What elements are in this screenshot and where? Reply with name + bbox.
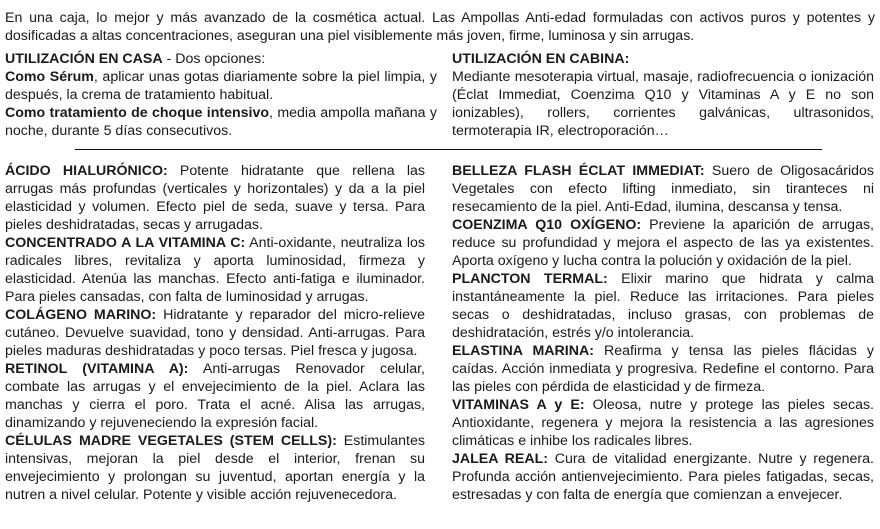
cabin-use-title: UTILIZACIÓN EN CABINA: — [452, 51, 630, 67]
active-item-text: Oleosa, nutre y protege las pieles secas. Antioxidante, regenera y mejora la resistencia a las agresiones climáticas e inhibe los radicales libres. — [452, 397, 874, 449]
active-item-elastina-marina — [452, 342, 874, 396]
active-item-text: Hidratante y reparador del micro-relieve cutáneo. Devuelve suavidad, tono y densidad. Anti-arrugas. Para pieles maduras deshidratadas y poco tersas. Piel fresca y jugosa. — [5, 307, 425, 359]
active-item-name: COENZIMA Q10 OXÍGENO: — [452, 217, 642, 233]
active-item-acido-hialuronico — [5, 162, 425, 234]
active-item-name: JALEA REAL: — [452, 451, 549, 467]
active-item-name: ELASTINA MARINA: — [452, 343, 594, 359]
active-item-jalea-real — [452, 450, 874, 504]
home-use-section — [5, 50, 437, 140]
active-item-name: ÁCIDO HIALURÓNICO: — [5, 163, 168, 179]
active-item-text: Elixir marino que hidrata y calma instantáneamente la piel. Reduce las irritaciones. Para pieles secas o deshidratadas, incluso grasas, con problemas de deshidratación, estrés y/o intolerancia. — [452, 271, 874, 341]
active-item-name: VITAMINAS A y E: — [452, 397, 585, 413]
cabin-use-section — [452, 50, 874, 140]
cabin-use-text: Mediante mesoterapia virtual, masaje, radiofrecuencia o ionización (Éclat Immediat, Coenzima Q10 y Vitaminas A y E no son ionizables), rollers, corrientes galvánicas, ultrasonidos, termoterapia IR, electroporación… — [452, 69, 874, 139]
home-use-title — [5, 50, 437, 68]
active-item-text: Potente hidratante que rellena las arrugas más profundas (verticales y horizontales) y da a la piel elasticidad y volumen. Efecto piel de seda, suave y tersa. Para pieles deshidratadas, secas y arrugadas. — [5, 163, 425, 233]
serum-label: Como Sérum — [5, 69, 94, 85]
active-item-name: BELLEZA FLASH ÉCLAT IMMEDIAT: — [452, 163, 705, 179]
active-item-plancton-termal — [452, 270, 874, 342]
home-use-title-rest: - Dos opciones: — [162, 51, 266, 67]
active-item-text: Anti-arrugas Renovador celular, combate las arrugas y el envejecimiento de la piel. Aclara las manchas y cierra el poro. Trata el acné. Alisa las arrugas, dinamizando y rejuveneciendo la expresión facial. — [5, 361, 425, 431]
active-item-vitaminas-a-e — [452, 396, 874, 450]
active-item-text: Reafirma y tensa las pieles flácidas y caídas. Acción inmediata y progresiva. Redefine el contorno. Para las pieles con pérdida de elasticidad y de firmeza. — [452, 343, 874, 395]
active-item-text: Estimulantes intensivas, mejoran la piel desde el interior, frenan su envejecimiento y prolongan su juventud, aportan energía y la nutren a nivel celular. Potente y visible acción rejuvenecedora. — [5, 433, 425, 503]
right-actives-column — [452, 162, 874, 504]
active-item-name: PLANCTON TERMAL: — [452, 271, 608, 287]
home-use-title-text: UTILIZACIÓN EN CASA — [5, 51, 163, 67]
active-item-name: CÉLULAS MADRE VEGETALES (STEM CELLS): — [5, 433, 337, 449]
active-item-text: Suero de Oligosacáridos Vegetales con efecto lifting inmediato, sin tiranteces ni resecamiento de la piel. Anti-Edad, ilumina, descansa y tensa. — [452, 163, 874, 215]
active-item-name: CONCENTRADO A LA VITAMINA C: — [5, 235, 246, 251]
active-item-name: RETINOL (VITAMINA A): — [5, 361, 189, 377]
active-item-vitamina-c — [5, 234, 425, 306]
active-item-coenzima-q10 — [452, 216, 874, 270]
active-item-colageno-marino — [5, 306, 425, 360]
shock-instructions — [5, 104, 437, 140]
shock-label: Como tratamiento de choque intensivo — [5, 105, 270, 121]
serum-instructions — [5, 68, 437, 104]
serum-text: , aplicar unas gotas diariamente sobre la piel limpia, y después, la crema de tratamiento habitual. — [5, 69, 437, 103]
active-item-eclat-immediat — [452, 162, 874, 216]
active-item-text: Cura de vitalidad energizante. Nutre y regenera. Profunda acción antienvejecimiento. Para pieles fatigadas, secas, estresadas y con falta de energía que comienzan a envejecer. — [452, 451, 874, 503]
active-item-retinol — [5, 360, 425, 432]
active-item-celulas-madre — [5, 432, 425, 504]
section-divider — [75, 149, 822, 150]
intro-paragraph: En una caja, lo mejor y más avanzado de la cosmética actual. Las Ampollas Anti-edad formuladas con activos puros y potentes y dosificadas a altas concentraciones, aseguran una piel visiblemente más joven, firme, luminosa y sin arrugas. — [5, 10, 875, 44]
active-item-name: COLÁGENO MARINO: — [5, 307, 157, 323]
shock-text: , media ampolla mañana y noche, durante 5 días consecutivos. — [5, 105, 437, 139]
active-item-text: Previene la aparición de arrugas, reduce su profundidad y mejora el aspecto de las ya existentes. Aporta oxígeno y lucha contra la polución y oxidación de la piel. — [452, 217, 875, 269]
active-item-text: Anti-oxidante, neutraliza los radicales libres, revitaliza y aporta luminosidad, firmeza y elasticidad. Atenúa las manchas. Efecto anti-fatiga e iluminador. Para pieles cansadas, con falta de luminosidad y arrugas. — [5, 235, 425, 305]
left-actives-column — [5, 162, 425, 504]
